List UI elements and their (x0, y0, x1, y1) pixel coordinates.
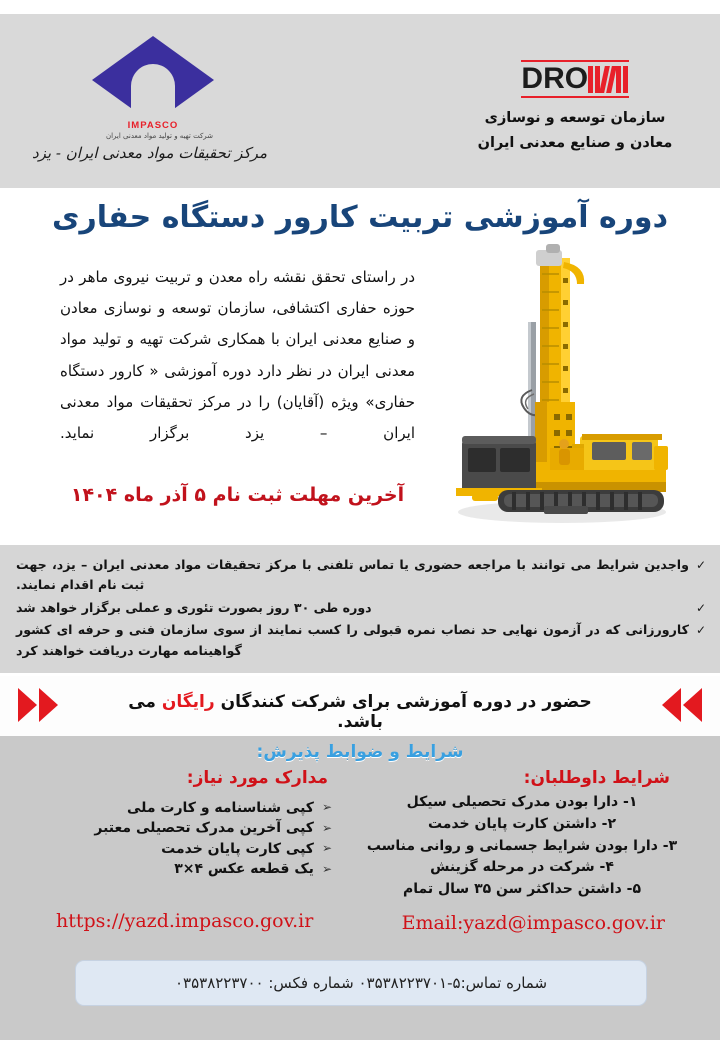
checklist-item-text: کارورزانی که در آزمون نهایی حد نصاب نمره قبولی را کسب نمایند از سوی سازمان فنی و حرفه ای کشور گواهینامه مهارت دریافت خواهند کرد (16, 622, 689, 658)
checklist-item (16, 555, 706, 596)
check-icon: ✓ (695, 558, 706, 572)
free-text-before: حضور در دوره آموزشی برای شرکت کنندگان (214, 692, 592, 712)
imidro-dro-text: DRO (521, 62, 589, 95)
list-item-text: کپی شناسنامه و کارت ملی (127, 800, 314, 816)
imidro-bars-icon (588, 66, 628, 93)
impasco-diamond-icon (90, 34, 216, 126)
imidro-subtitle-line1: سازمان توسعه و نوسازی (484, 110, 666, 126)
checklist-band (0, 545, 720, 673)
required-documents-list (50, 798, 350, 880)
website-link[interactable]: https://yazd.impasco.gov.ir (56, 910, 314, 932)
imidro-wordmark (521, 64, 628, 94)
check-icon: ✓ (695, 600, 706, 615)
imidro-logo-block (460, 60, 690, 157)
contact-phone-fax: شماره تماس:۵-۰۳۵۳۸۲۲۳۷۰۱ شماره فکس: ۰۳۵۳۸۲۲۳۷۰۰ (174, 974, 548, 992)
contact-footer-box (75, 960, 647, 1006)
list-item-text: کپی آخرین مدرک تحصیلی معتبر (94, 820, 314, 837)
list-item (50, 818, 350, 838)
arrow-bullet-icon: ➢ (321, 820, 332, 835)
arrow-bullet-icon: ➢ (321, 841, 332, 856)
checklist (16, 555, 706, 663)
impasco-center-name: مرکز تحقیقات مواد معدنی ایران - یزد (31, 144, 267, 162)
applicant-conditions-list (352, 792, 692, 901)
free-attendance-text (120, 692, 600, 732)
impasco-company-line: شرکت تهیه و تولید مواد معدنی ایران (105, 132, 214, 140)
list-item (50, 859, 350, 879)
list-item: ۲- داشتن کارت پایان خدمت (427, 815, 617, 832)
arrow-bullet-icon: ➢ (321, 800, 332, 815)
drill-rig-image (432, 244, 690, 534)
intro-paragraph: در راستای تحقق نقشه راه معدن و تربیت نیروی ماهر در حوزه حفاری اکتشافی، سازمان توسعه و نوسازی معادن و صنایع معدنی ایران با همکاری شرکت تهیه و تولید مواد معدنی ایران در نظر دارد دوره آموزشی « کارور دستگاه حفاری» ویژه (آقایان) را در مرکز تحقیقات مواد معدنی ایران – یزد برگزار نماید. (60, 268, 415, 442)
list-item: ۴- شرکت در مرحله گزینش (430, 859, 614, 876)
list-item (50, 798, 350, 818)
list-item: ۵- داشتن حداکثر سن ۳۵ سال تمام (402, 881, 641, 898)
checklist-item (16, 620, 706, 661)
imidro-subtitle-line2: معادن و صنایع معدنی ایران (477, 135, 673, 152)
arrow-bullet-icon: ➢ (321, 861, 332, 876)
list-item: ۱- دارا بودن مدرک تحصیلی سیکل (406, 794, 638, 810)
impasco-logo (31, 32, 274, 172)
checklist-item-text: واجدین شرایط می توانند با مراجعه حضوری یا تماس تلفنی با مرکز تحقیقات مواد معدنی ایران – یزد، جهت ثبت نام اقدام نمایند. (16, 557, 689, 593)
poster-header (0, 14, 720, 188)
chevron-left-icon (662, 688, 702, 722)
page-title: دوره آموزشی تربیت کارور دستگاه حفاری (52, 200, 668, 235)
free-text-highlight: رایگان (161, 692, 215, 712)
email-address[interactable]: Email:yazd@impasco.gov.ir (401, 912, 665, 934)
list-item (50, 839, 350, 859)
checklist-item-text: دوره طی ۳۰ روز بصورت تئوری و عملی برگزار خواهد شد (16, 599, 372, 615)
impasco-acronym: IMPASCO (127, 120, 179, 131)
impasco-diamond-svg (90, 34, 216, 126)
required-documents-heading: مدارک مورد نیاز: (186, 768, 328, 788)
free-text-after: می باشد. (128, 692, 383, 732)
deadline-notice: آخرین مهلت ثبت نام ۵ آذر ماه ۱۴۰۴ (70, 484, 405, 506)
imidro-logo (521, 60, 628, 98)
free-attendance-banner (0, 676, 720, 736)
chevron-right-icon (18, 688, 58, 722)
list-item-text: یک قطعه عکس ۴×۳ (174, 861, 314, 878)
list-item-text: کپی کارت پایان خدمت (161, 840, 314, 857)
list-item: ۳- دارا بودن شرایط جسمانی و روانی مناسب (366, 837, 678, 854)
applicant-conditions-heading: شرایط داوطلبان: (523, 768, 670, 788)
check-icon: ✓ (695, 623, 706, 638)
drill-rig-svg (432, 244, 690, 534)
conditions-section-title: شرایط و ضوابط پذیرش: (256, 742, 464, 762)
checklist-item (16, 598, 706, 618)
